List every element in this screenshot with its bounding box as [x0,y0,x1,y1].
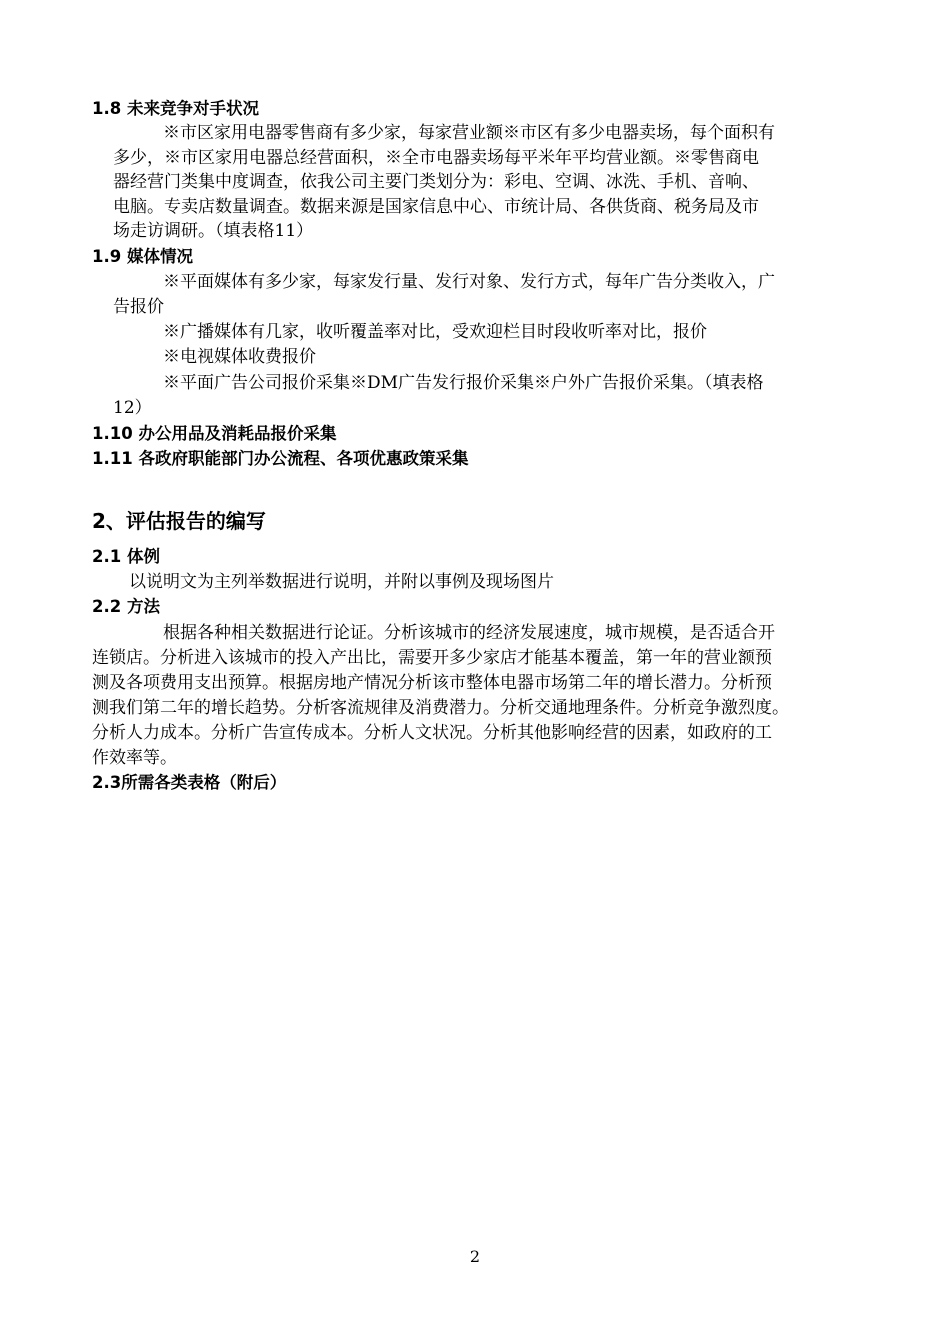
paragraph-line: ※广播媒体有几家，收听覆盖率对比，受欢迎栏目时段收听率对比，报价 [163,322,707,342]
heading-1-9: 1.9 媒体情况 [92,247,193,266]
paragraph-line: 根据各种相关数据进行论证。分析该城市的经济发展速度，城市规模，是否适合开 [163,623,775,643]
paragraph-line: 以说明文为主列举数据进行说明，并附以事例及现场图片 [129,572,554,592]
heading-1-11: 1.11 各政府职能部门办公流程、各项优惠政策采集 [92,449,469,468]
paragraph-line: 电脑。专卖店数量调查。数据来源是国家信息中心、市统计局、各供货商、税务局及市 [113,197,759,217]
heading-2-1: 2.1 体例 [92,547,160,566]
page-number: 2 [469,1247,481,1266]
paragraph-line: ※电视媒体收费报价 [163,347,316,367]
paragraph-line: 分析人力成本。分析广告宣传成本。分析人文状况。分析其他影响经营的因素，如政府的工 [92,723,772,743]
paragraph-line: 作效率等。 [92,748,177,768]
heading-1-10: 1.10 办公用品及消耗品报价采集 [92,424,337,443]
paragraph-line: ※平面广告公司报价采集※DM广告发行报价采集※户外广告报价采集。（填表格 [163,373,764,393]
paragraph-line: 器经营门类集中度调查，依我公司主要门类划分为：彩电、空调、冰洗、手机、音响、 [113,172,759,192]
heading-1-8: 1.8 未来竞争对手状况 [92,99,259,118]
heading-2-2: 2.2 方法 [92,597,160,616]
paragraph-line: 测我们第二年的增长趋势。分析客流规律及消费潜力。分析交通地理条件。分析竞争激烈度。 [92,698,789,718]
paragraph-line: ※平面媒体有多少家，每家发行量、发行对象、发行方式，每年广告分类收入，广 [163,272,775,292]
paragraph-line: 测及各项费用支出预算。根据房地产情况分析该市整体电器市场第二年的增长潜力。分析预 [92,673,772,693]
heading-2: 2、评估报告的编写 [92,509,266,533]
paragraph-line: 12） [113,398,152,418]
paragraph-line: 连锁店。分析进入该城市的投入产出比，需要开多少家店才能基本覆盖，第一年的营业额预 [92,648,772,668]
paragraph-line: 多少，※市区家用电器总经营面积，※全市电器卖场每平米年平均营业额。※零售商电 [113,148,759,168]
paragraph-line: ※市区家用电器零售商有多少家，每家营业额※市区有多少电器卖场，每个面积有 [163,123,775,143]
paragraph-line: 场走访调研。（填表格11） [113,221,314,241]
heading-2-3: 2.3所需各类表格（附后） [92,773,287,792]
paragraph-line: 告报价 [113,297,164,317]
